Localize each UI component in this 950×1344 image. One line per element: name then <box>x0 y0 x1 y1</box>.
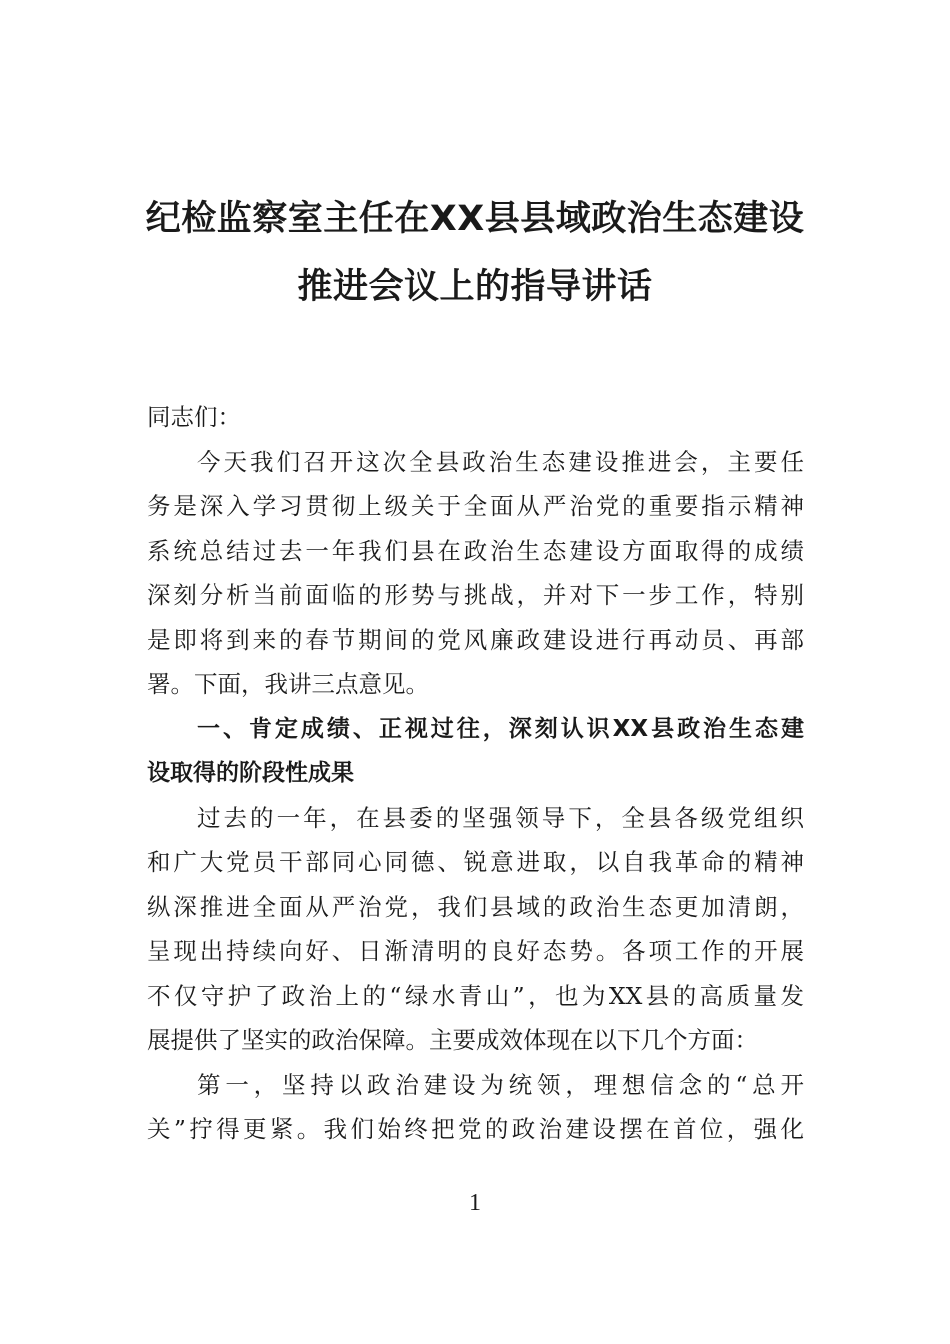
section-heading-1-line-1: 一、肯定成绩、正视过往，深刻认识XX县政治生态建 <box>197 716 804 742</box>
paragraph-2-line-4: 呈现出持续向好、日渐清明的良好态势。各项工作的开展 <box>147 937 804 965</box>
paragraph-2-line-2: 和广大党员干部同心同德、锐意进取，以自我革命的精神 <box>147 848 804 876</box>
paragraph-1-line-1: 今天我们召开这次全县政治生态建设推进会，主要任 <box>197 448 804 476</box>
paragraph-1-line-2: 务是深入学习贯彻上级关于全面从严治党的重要指示精神 <box>147 492 804 520</box>
page-number: 1 <box>469 1190 481 1216</box>
paragraph-3-line-2: 关”拧得更紧。我们始终把党的政治建设摆在首位，强化 <box>147 1115 804 1143</box>
paragraph-2-line-5: 不仅守护了政治上的“绿水青山”，也为XX县的高质量发 <box>147 982 804 1010</box>
paragraph-2-line-6: 展提供了坚实的政治保障。主要成效体现在以下几个方面： <box>147 1026 758 1054</box>
paragraph-3-line-1: 第一，坚持以政治建设为统领，理想信念的“总开 <box>197 1071 804 1099</box>
document-title-line-1: 纪检监察室主任在XX县县域政治生态建设 <box>145 199 805 239</box>
paragraph-1-line-3: 系统总结过去一年我们县在政治生态建设方面取得的成绩 <box>147 537 804 565</box>
paragraph-1-line-4: 深刻分析当前面临的形势与挑战，并对下一步工作，特别 <box>147 581 804 609</box>
document-title-line-2: 推进会议上的指导讲话 <box>297 267 653 307</box>
salutation: 同志们： <box>147 403 241 431</box>
paragraph-1-line-6: 署。下面，我讲三点意见。 <box>147 670 429 698</box>
paragraph-2-line-1: 过去的一年，在县委的坚强领导下，全县各级党组织 <box>197 804 804 832</box>
paragraph-2-line-3: 纵深推进全面从严治党，我们县域的政治生态更加清朗， <box>147 893 804 921</box>
section-heading-1-line-2: 设取得的阶段性成果 <box>147 760 354 786</box>
paragraph-1-line-5: 是即将到来的春节期间的党风廉政建设进行再动员、再部 <box>147 626 804 654</box>
